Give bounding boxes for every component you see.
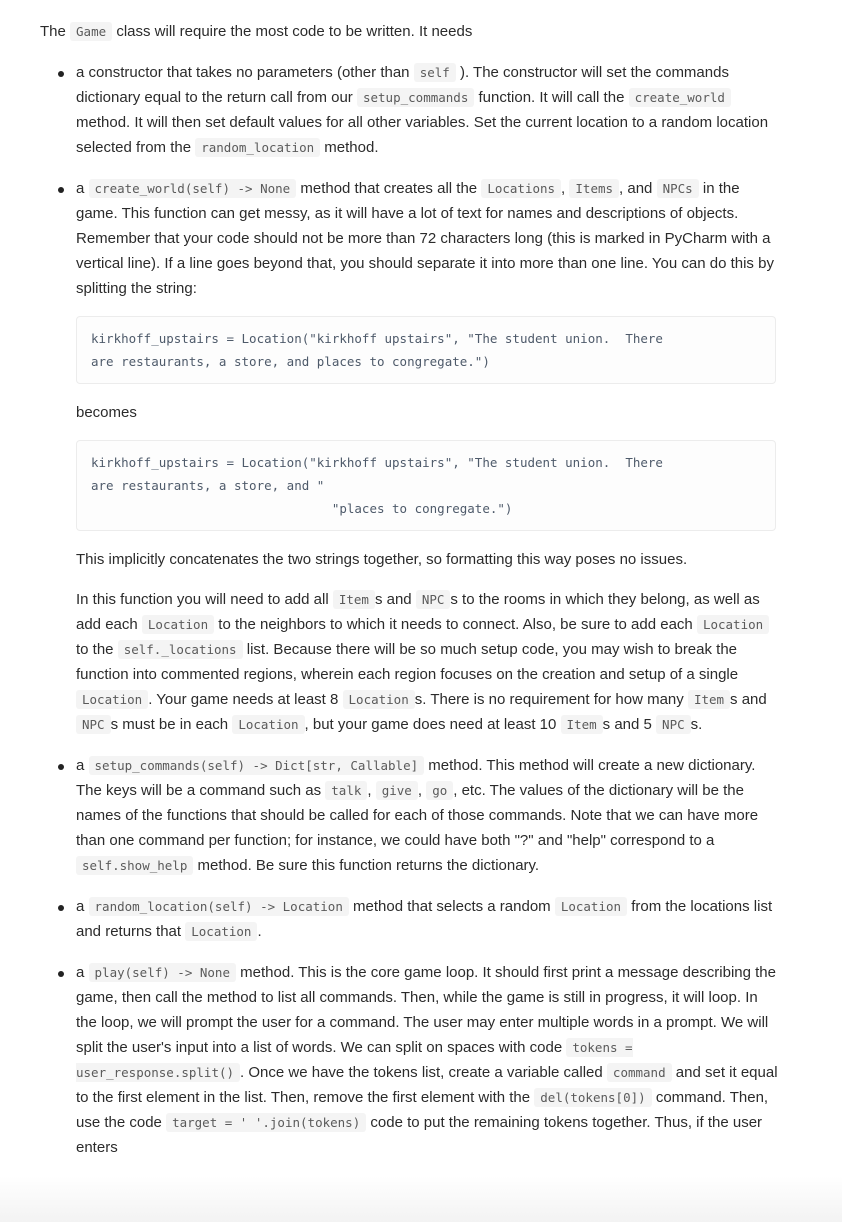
- text: a: [76, 180, 85, 197]
- text: method.: [324, 139, 379, 156]
- text: s and: [730, 691, 767, 708]
- text: a: [76, 898, 85, 915]
- text: and set it equal to the first element in the list. Then, remove the first element with the: [76, 1064, 778, 1106]
- inline-code: Items: [569, 179, 619, 198]
- inline-code: random_location(self) -> Location: [89, 897, 349, 916]
- inline-code: NPCs: [657, 179, 699, 198]
- text: s and 5: [602, 716, 652, 733]
- list-item-create-world: [40, 176, 780, 737]
- text: list. Because there will be so much setup code, you may wish to break the function into commented regions, wherein each region focuses on the creation and setup of a single: [76, 641, 739, 683]
- text: code to put the remaining tokens together. Thus, if the user enters: [76, 1114, 763, 1156]
- text: method. It will then set default values for all other variables. Set the current location to a random location selected from the: [76, 114, 769, 156]
- inline-code: Location: [185, 922, 257, 941]
- text: ,: [367, 782, 372, 799]
- text: in the game. This function can get messy, as it will have a lot of text for names and descriptions of objects. Remember that your code should not be more than 72 characters long (this is marked in PyCharm with a vertical line). If a line goes beyond that, you should separate it into more than one line. You can do this by splitting the string:: [76, 180, 774, 297]
- text: s must be in each: [110, 716, 229, 733]
- inline-code: setup_commands(self) -> Dict[str, Callable]: [89, 756, 425, 775]
- text: , but your game does need at least 10: [304, 716, 557, 733]
- text: function. It will call the: [478, 89, 625, 106]
- text: class will require the most code to be written. It needs: [116, 23, 473, 40]
- text: to the neighbors to which it needs to connect. Also, be sure to add each: [218, 616, 693, 633]
- text: , etc. The values of the dictionary will be the names of the functions that should be called for each of those commands. Note that we can have more than one command per function; for instance, we could have both "?" and "help" correspond to a: [76, 782, 759, 849]
- inline-code: create_world: [629, 88, 731, 107]
- inline-code: create_world(self) -> None: [89, 179, 297, 198]
- text: a: [76, 757, 85, 774]
- text: method that creates all the: [300, 180, 478, 197]
- inline-code: Location: [232, 715, 304, 734]
- text: s and: [374, 591, 412, 608]
- intro-paragraph: [40, 19, 780, 44]
- inline-code: Location: [697, 615, 769, 634]
- text: . Once we have the tokens list, create a variable called: [240, 1064, 603, 1081]
- text: s. There is no requirement for how many: [414, 691, 684, 708]
- inline-code: setup_commands: [357, 88, 474, 107]
- inline-code: command: [607, 1063, 672, 1082]
- inline-code: self._locations: [118, 640, 243, 659]
- inline-code: self.show_help: [76, 856, 193, 875]
- list-item-play: [40, 960, 780, 1160]
- text: , and: [619, 180, 653, 197]
- text: command. Then, use the code: [76, 1089, 769, 1131]
- text: method that selects a random: [353, 898, 551, 915]
- text: a: [76, 964, 85, 981]
- inline-code: Location: [555, 897, 627, 916]
- text: s.: [690, 716, 703, 733]
- inline-code: go: [426, 781, 453, 800]
- inline-code: Location: [142, 615, 214, 634]
- text: method. This method will create a new dictionary. The keys will be a command such as: [76, 757, 756, 799]
- inline-code: Item: [688, 690, 730, 709]
- create-world-paragraph: [76, 176, 780, 301]
- text: The: [40, 23, 66, 40]
- text: In this function you will need to add all: [76, 591, 329, 608]
- code-block-original: kirkhoff_upstairs = Location("kirkhoff upstairs", "The student union. There are restaurants, a store, and places to congregate."): [76, 316, 776, 384]
- list-item-setup-commands: [40, 753, 780, 878]
- text: to the: [76, 641, 114, 658]
- list-item-random-location: [40, 894, 780, 944]
- text: . Your game needs at least 8: [148, 691, 339, 708]
- text: ). The constructor will set the commands dictionary equal to the return call from our: [76, 64, 729, 106]
- inline-code: random_location: [195, 138, 320, 157]
- inline-code: NPC: [76, 715, 111, 734]
- inline-code: give: [376, 781, 418, 800]
- bottom-fade: [0, 1176, 842, 1222]
- inline-code: Item: [561, 715, 603, 734]
- inline-code: Location: [343, 690, 415, 709]
- inline-code: talk: [325, 781, 367, 800]
- inline-code: Locations: [481, 179, 561, 198]
- text: s to the rooms in which they belong, as well as add each: [76, 591, 760, 633]
- inline-code: Game: [70, 22, 112, 41]
- text: ,: [561, 180, 566, 197]
- text: method. This is the core game loop. It should first print a message describing the game, then call the method to list all commands. Then, while the game is still in progress, it will loop. In the loop, we will prompt the user for a command. The user may enter multiple words in a prompt. We will split the user's input into a list of words. We can split on spaces with code: [76, 964, 776, 1056]
- inline-code: play(self) -> None: [89, 963, 236, 982]
- document-body: [40, 19, 780, 1176]
- inline-code: Item: [333, 590, 375, 609]
- list-item-constructor: [40, 60, 780, 160]
- inline-code: tokens = user_response.split(): [76, 1040, 633, 1080]
- text: a constructor that takes no parameters (other than: [76, 64, 410, 81]
- becomes-label: becomes: [76, 404, 137, 421]
- inline-code: NPC: [656, 715, 691, 734]
- code-block-split: kirkhoff_upstairs = Location("kirkhoff upstairs", "The student union. There are restaurants, a store, and " "places to congregate."): [76, 440, 776, 531]
- text: .: [257, 923, 262, 940]
- text: ,: [417, 782, 423, 799]
- setup-requirements-paragraph: [76, 587, 780, 737]
- inline-code: target = ' '.join(tokens): [166, 1113, 366, 1132]
- inline-code: NPC: [416, 590, 451, 609]
- text: from the locations list and returns that: [76, 898, 773, 940]
- inline-code: Location: [76, 690, 148, 709]
- inline-code: self: [414, 63, 456, 82]
- text: method. Be sure this function returns the dictionary.: [197, 857, 540, 874]
- inline-code: del(tokens[0]): [534, 1088, 651, 1107]
- requirements-list: [40, 60, 780, 1160]
- concatenation-note: This implicitly concatenates the two strings together, so formatting this way poses no issues.: [76, 551, 688, 568]
